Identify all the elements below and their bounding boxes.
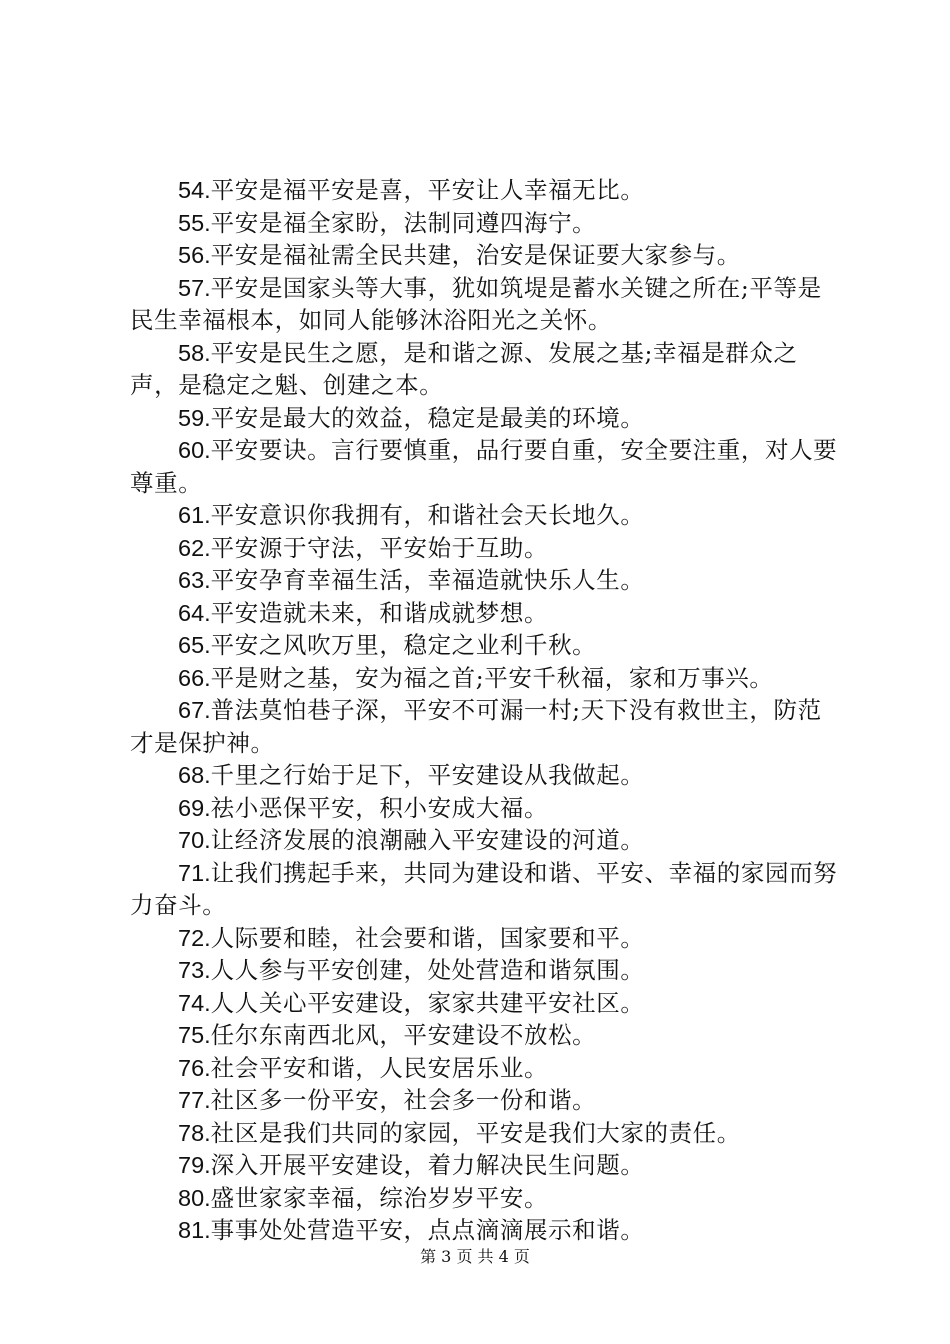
list-item [130, 1149, 840, 1182]
item-number: 64. [178, 599, 211, 626]
list-item [130, 1117, 840, 1150]
list-item [130, 759, 840, 792]
item-number: 56. [178, 242, 211, 268]
item-text: 人人参与平安创建，处处营造和谐氛围。 [210, 956, 645, 984]
list-item [130, 337, 840, 402]
list-item [130, 857, 840, 922]
item-text: 让我们携起手来，共同为建设和谐、平安、幸福的家园而努力奋斗。 [130, 858, 838, 919]
item-text: 人际要和睦，社会要和谐，国家要和平。 [210, 923, 645, 952]
list-item [130, 434, 840, 499]
list-item [130, 629, 840, 662]
item-text: 平安是福祉需全民共建，治安是保证要大家参与。 [210, 241, 741, 269]
list-item [130, 402, 840, 435]
item-number: 72. [178, 924, 211, 951]
list-item [130, 597, 840, 630]
item-text: 平是财之基，安为福之首;平安千秋福，家和万事兴。 [210, 663, 774, 692]
item-number: 54. [178, 177, 211, 203]
item-text: 祛小恶保平安，积小安成大福。 [210, 793, 549, 822]
list-item [130, 207, 840, 240]
item-number: 78. [178, 1119, 211, 1146]
item-text: 平安意识你我拥有，和谐社会天长地久。 [210, 501, 645, 529]
item-number: 59. [178, 404, 211, 431]
item-text: 平安是最大的效益，稳定是最美的环境。 [210, 403, 645, 432]
item-number: 62. [178, 534, 211, 561]
item-number: 76. [178, 1054, 211, 1081]
item-text: 平安造就未来，和谐成就梦想。 [210, 598, 549, 627]
item-number: 61. [178, 502, 211, 528]
list-item [130, 954, 840, 987]
item-text: 平安源于守法，平安始于互助。 [210, 533, 549, 562]
page-footer: 第 3 页 共 4 页 [420, 1247, 530, 1266]
item-text: 任尔东南西北风，平安建设不放松。 [210, 1021, 597, 1049]
list-item [130, 1084, 840, 1117]
item-number: 55. [178, 209, 211, 236]
item-number: 69. [178, 794, 211, 821]
item-text: 平安之风吹万里，稳定之业利千秋。 [210, 631, 597, 659]
list-item [130, 824, 840, 857]
item-text: 社区是我们共同的家园，平安是我们大家的责任。 [210, 1118, 741, 1147]
list-item [130, 499, 840, 532]
list-item [130, 1214, 840, 1247]
list-item [130, 564, 840, 597]
item-number: 80. [178, 1184, 211, 1211]
item-text: 人人关心平安建设，家家共建平安社区。 [210, 988, 645, 1017]
item-number: 58. [178, 339, 211, 366]
item-number: 66. [178, 664, 211, 691]
item-text: 平安是福平安是喜，平安让人幸福无比。 [210, 176, 645, 204]
item-number: 57. [178, 274, 211, 301]
list-item [130, 1052, 840, 1085]
item-number: 75. [178, 1022, 211, 1048]
item-number: 77. [178, 1087, 211, 1113]
item-text: 盛世家家幸福，综治岁岁平安。 [210, 1183, 549, 1212]
item-number: 63. [178, 567, 211, 593]
item-number: 70. [178, 827, 211, 853]
item-number: 67. [178, 697, 211, 723]
item-text: 平安是福全家盼，法制同遵四海宁。 [210, 208, 597, 237]
item-number: 74. [178, 989, 211, 1016]
item-number: 60. [178, 437, 211, 463]
item-text: 平安是国家头等大事，犹如筑堤是蓄水关键之所在;平等是民生幸福根本，如同人能够沐浴阳光之关怀。 [130, 273, 822, 334]
item-number: 81. [178, 1217, 211, 1243]
item-text: 平安是民生之愿，是和谐之源、发展之基;幸福是群众之声，是稳定之魁、创建之本。 [130, 338, 798, 399]
item-text: 千里之行始于足下，平安建设从我做起。 [210, 761, 645, 789]
list-item [130, 174, 840, 207]
list-item [130, 1182, 840, 1215]
item-text: 普法莫怕巷子深，平安不可漏一村;天下没有救世主，防范才是保护神。 [130, 696, 822, 757]
list-item [130, 922, 840, 955]
list-item [130, 987, 840, 1020]
list-item [130, 532, 840, 565]
list-item [130, 694, 840, 759]
item-text: 事事处处营造平安，点点滴滴展示和谐。 [210, 1216, 645, 1244]
item-number: 73. [178, 957, 211, 983]
item-number: 65. [178, 632, 211, 658]
item-text: 平安要诀。言行要慎重，品行要自重，安全要注重，对人要尊重。 [130, 436, 838, 497]
item-number: 71. [178, 859, 211, 886]
item-text: 深入开展平安建设，着力解决民生问题。 [210, 1151, 645, 1179]
item-text: 平安孕育幸福生活，幸福造就快乐人生。 [210, 566, 645, 594]
item-text: 社会平安和谐，人民安居乐业。 [210, 1053, 549, 1082]
list-item [130, 792, 840, 825]
list-item [130, 272, 840, 337]
item-text: 社区多一份平安，社会多一份和谐。 [210, 1086, 597, 1114]
document-body [130, 174, 840, 1247]
item-number: 79. [178, 1152, 211, 1178]
item-number: 68. [178, 762, 211, 788]
item-text: 让经济发展的浪潮融入平安建设的河道。 [210, 826, 645, 854]
list-item [130, 239, 840, 272]
list-item [130, 1019, 840, 1052]
list-item [130, 662, 840, 695]
